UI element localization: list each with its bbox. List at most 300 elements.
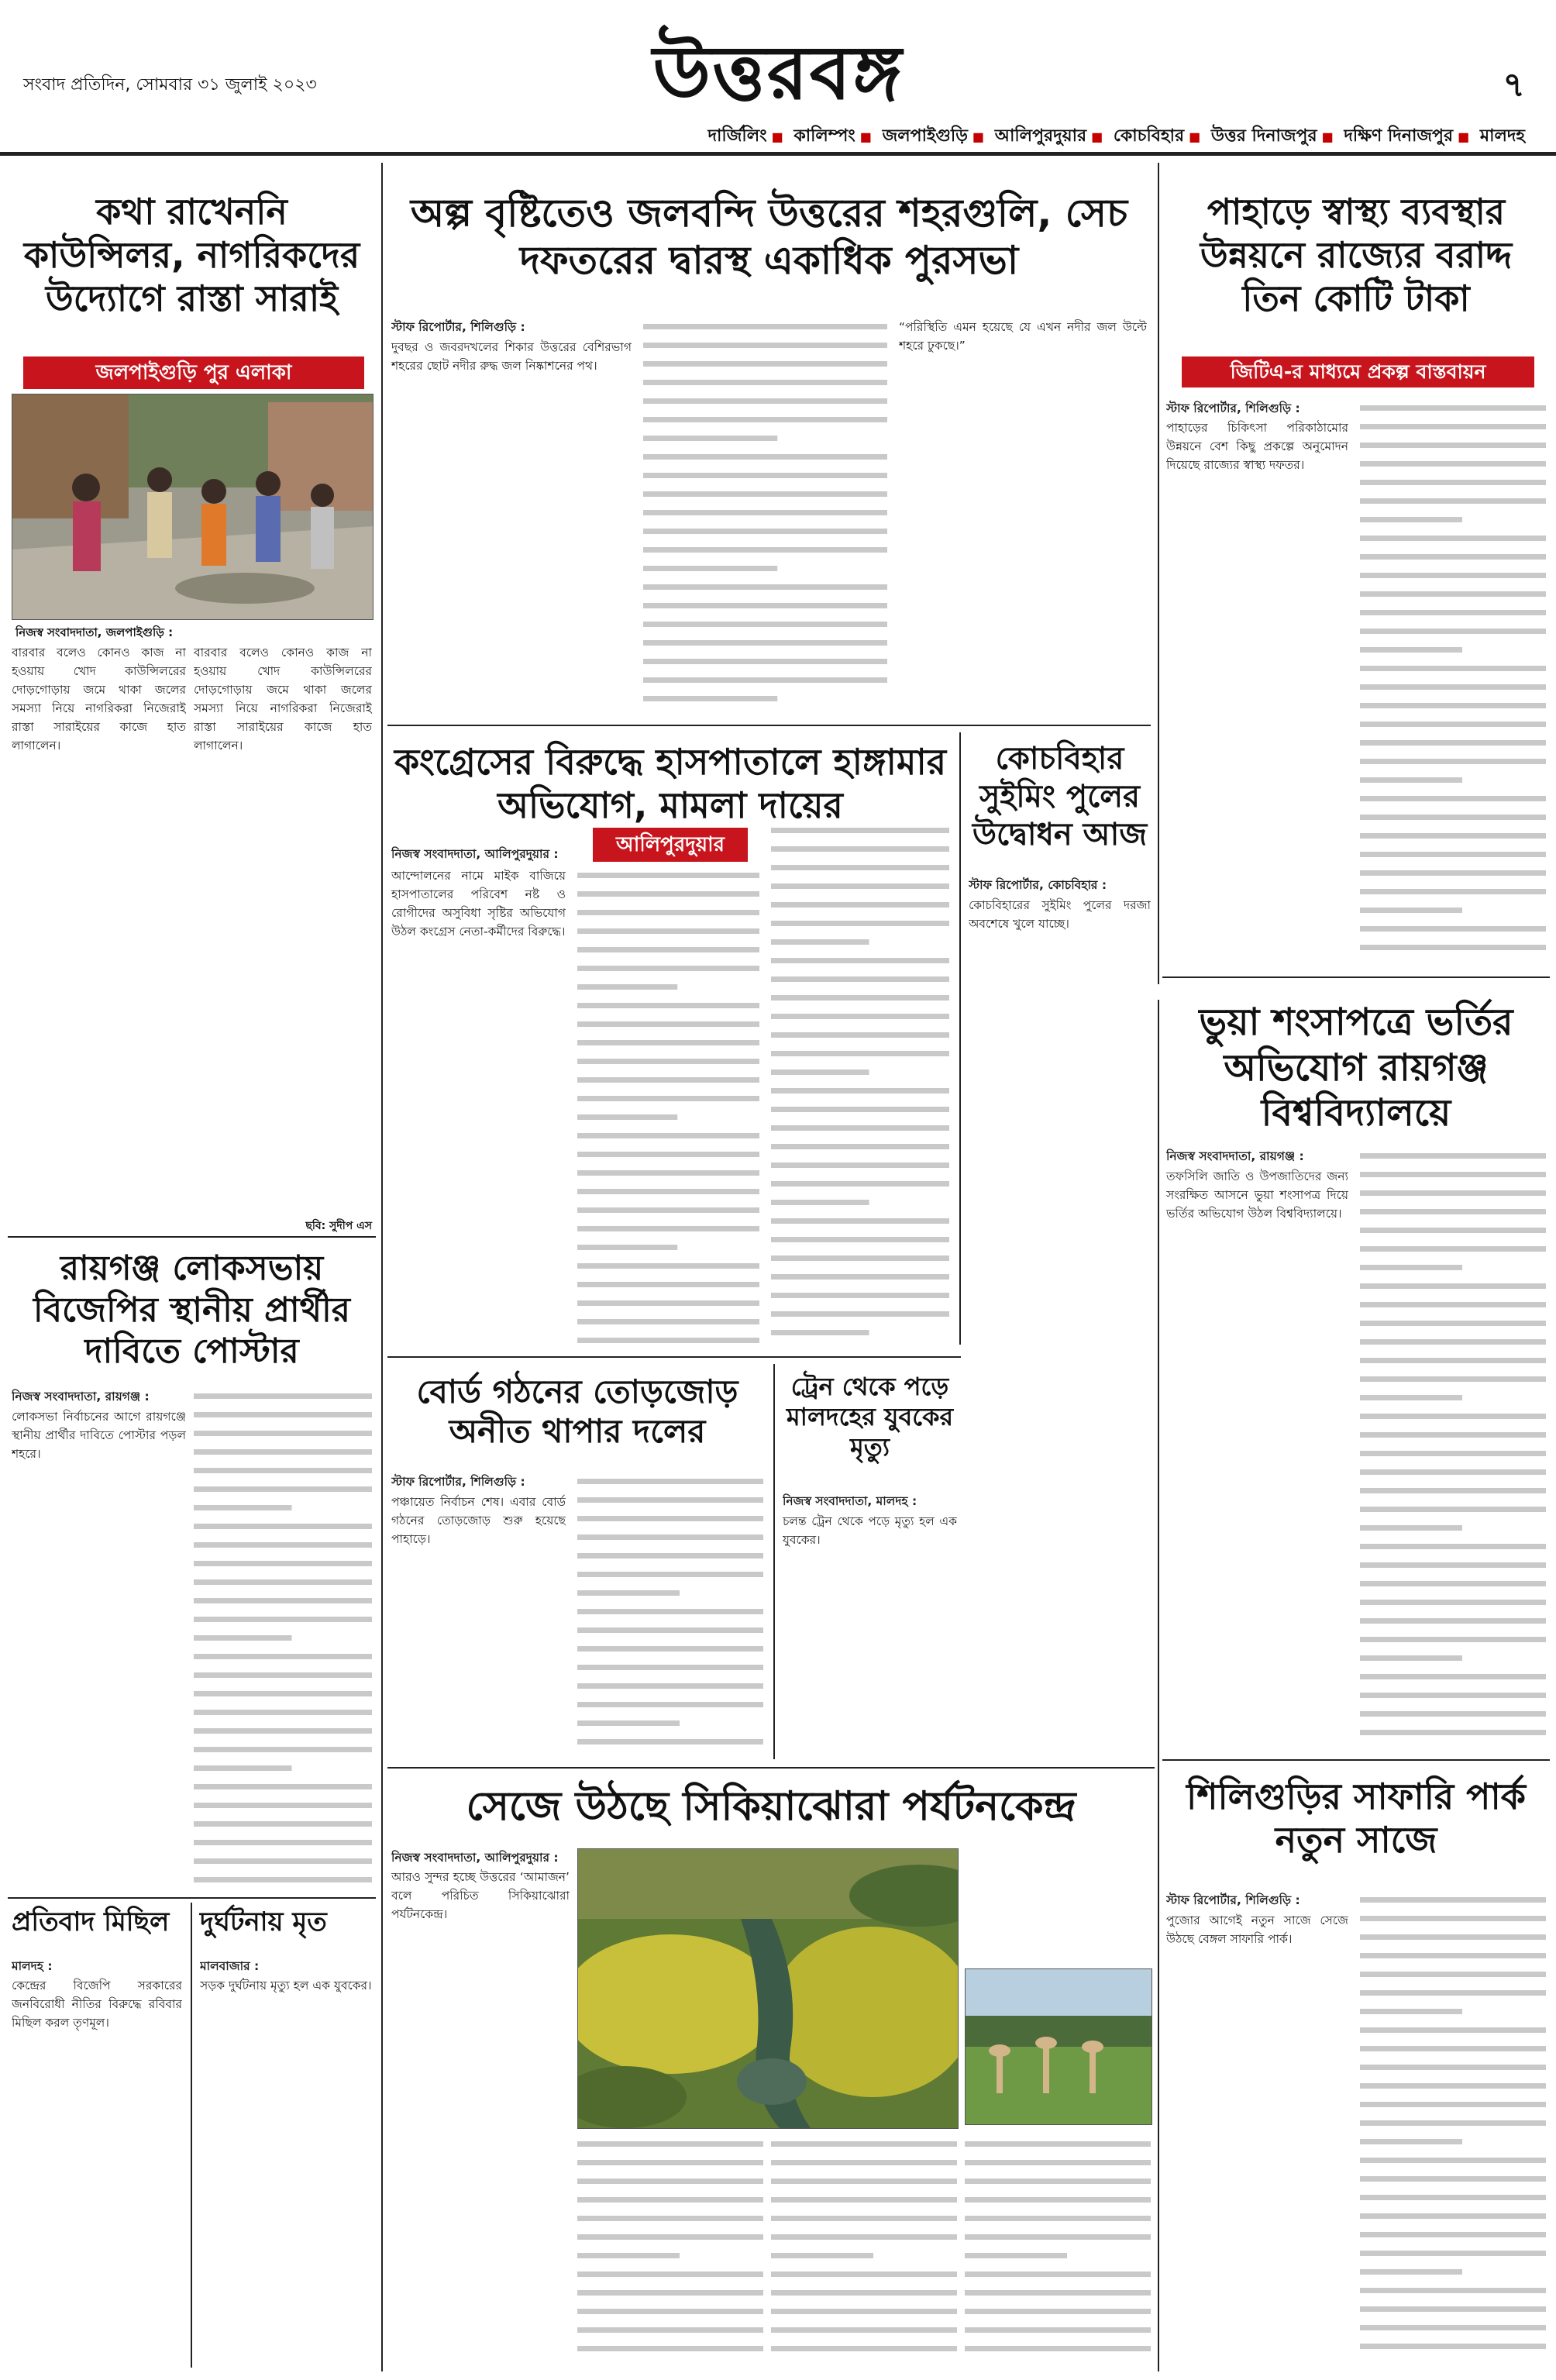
text-line (577, 1665, 763, 1670)
masthead-rule (0, 152, 1556, 156)
text-line (771, 958, 949, 963)
text-line (771, 1162, 949, 1168)
text-line (1360, 1544, 1546, 1549)
text-line (1360, 1246, 1546, 1252)
text-line (577, 1683, 763, 1689)
text-line (643, 361, 887, 367)
text-line (1360, 1897, 1546, 1903)
text-line (643, 380, 887, 385)
body-sikiajhora-col2 (577, 2135, 763, 2364)
sikiajhora-aerial-photo (577, 1848, 959, 2129)
text-line (577, 966, 759, 971)
text-line (771, 1014, 949, 1019)
text-line (1360, 2325, 1546, 2330)
text-line (771, 2327, 957, 2333)
text-line (577, 1040, 759, 1045)
body-safari-park (1166, 1911, 1348, 2365)
text-line (577, 1702, 763, 1707)
text-line (771, 2309, 957, 2314)
body-hospital-case-col3 (771, 821, 949, 1348)
byline-protest-rally: মালদহ : (12, 1959, 53, 1973)
text-line (1360, 759, 1546, 764)
text-line (194, 1803, 372, 1808)
text-line (1360, 740, 1546, 746)
text-line (1360, 1172, 1546, 1177)
text-line (194, 1617, 372, 1622)
body-sikiajhora-col3 (771, 2135, 957, 2364)
column-rule (1158, 163, 1159, 984)
text-line (1360, 1488, 1546, 1493)
text-line (1360, 777, 1462, 783)
text-line (1360, 1600, 1546, 1605)
byline-sikiajhora: নিজস্ব সংবাদদাতা, আলিপুরদুয়ার : (391, 1851, 559, 1865)
text-line (194, 1505, 292, 1510)
separator-icon: ■ (1321, 129, 1334, 144)
text-line (577, 1553, 763, 1559)
separator-icon: ■ (859, 129, 872, 144)
text-line (1360, 1395, 1462, 1400)
body-sikiajhora (391, 1868, 570, 2364)
body-safari-park-col2 (1360, 1891, 1546, 2364)
tag-hospital-case: আলিপুরদুয়ার (593, 828, 748, 862)
text-line (771, 1051, 949, 1056)
text-line (643, 473, 887, 478)
text-line (643, 510, 887, 515)
text-line (771, 846, 949, 852)
text-line (1360, 815, 1546, 820)
lead-train-death: চলন্ত ট্রেন থেকে পড়ে মৃত্যু হল এক যুবকের। (783, 1514, 957, 1547)
lead-hill-health: পাহাড়ের চিকিৎসা পরিকাঠামোর উন্নয়নে বেশ কিছু প্রকল্পে অনুমোদন দিয়েছে রাজ্যের স্বাস্থ্য দফতর। (1166, 421, 1348, 472)
district-item: কালিম্পং (793, 126, 855, 146)
text-line (965, 2160, 1151, 2165)
text-line (643, 343, 887, 348)
headline-hill-health: পাহাড়ে স্বাস্থ্য ব্যবস্থার উন্নয়নে রাজ্যের বরাদ্দ তিন কোটি টাকা (1200, 191, 1513, 320)
text-line (1360, 1934, 1546, 1940)
text-line (771, 1311, 949, 1317)
body-waterlogging-col3 (899, 318, 1147, 705)
text-line (771, 939, 869, 945)
byline-safari-park: স্টাফ রিপোর্টার, শিলিগুড়ি : (1166, 1893, 1300, 1907)
text-line (577, 1590, 680, 1596)
text-line (771, 1237, 949, 1242)
text-line (771, 2216, 957, 2221)
text-line (577, 2141, 763, 2147)
text-line (771, 2160, 957, 2165)
body-road-repair-col2 (194, 643, 372, 1217)
text-line (194, 1431, 372, 1436)
text-line (194, 1821, 372, 1827)
tag-hill-health: জিটিএ-র মাধ্যমে প্রকল্প বাস্তবায়ন (1182, 356, 1534, 387)
text-line (1360, 2009, 1462, 2014)
body-raiganj-poster (12, 1407, 186, 1888)
text-line (1360, 1469, 1546, 1475)
text-line (771, 2253, 873, 2258)
article-rule (8, 1897, 376, 1899)
text-line (965, 2309, 1151, 2314)
text-line (1360, 1674, 1546, 1679)
byline-hospital-case: নিজস্ব সংবাদদাতা, আলিপুরদুয়ার : (391, 847, 559, 861)
byline-hill-health: স্টাফ রিপোর্টার, শিলিগুড়ি : (1166, 401, 1300, 415)
text-lines (771, 2135, 957, 2361)
text-line (577, 2216, 763, 2221)
headline-sikiajhora: সেজে উঠছে সিকিয়াঝোরা পর্যটনকেন্দ্র (466, 1783, 1076, 1830)
text-line (965, 2179, 1151, 2184)
text-line (643, 398, 887, 404)
column-rule (381, 163, 383, 2371)
text-line (194, 1747, 372, 1752)
text-line (965, 2272, 1151, 2277)
headline-train-death: ট্রেন থেকে পড়ে মালদহের যুবকের মৃত্যু (786, 1372, 954, 1462)
text-line (1360, 2269, 1462, 2275)
separator-icon: ■ (771, 129, 783, 144)
text-line (1360, 1953, 1546, 1958)
road-repair-image (12, 394, 373, 619)
separator-icon: ■ (1458, 129, 1470, 144)
text-line (577, 2253, 680, 2258)
lead-waterlogging: দুবছর ও জবরদখলের শিকার উত্তরের বেশিরভাগ শহরের ছোট নদীর রুদ্ধ জল নিষ্কাশনের পথ। (391, 340, 632, 373)
lead-protest-rally: কেন্দ্রের বিজেপি সরকারের জনবিরোধী নীতির বিরুদ্ধে রবিবার মিছিল করল তৃণমূল। (12, 1979, 182, 2030)
byline-raiganj-poster: নিজস্ব সংবাদদাতা, রায়গঞ্জ : (12, 1390, 150, 1404)
text-line (1360, 2306, 1546, 2312)
text-line (194, 1542, 372, 1548)
text-line (1360, 498, 1546, 504)
byline-road-repair: নিজস্ব সংবাদদাতা, জলপাইগুড়ি : (15, 625, 174, 639)
text-line (1360, 2288, 1546, 2293)
text-line (1360, 908, 1462, 913)
column-rule (191, 1903, 192, 2368)
text-line (771, 995, 949, 1001)
text-line (194, 1654, 372, 1659)
text-line (577, 2179, 763, 2184)
text-line (194, 1728, 372, 1734)
text-line (577, 1021, 759, 1027)
text-line (577, 873, 759, 878)
article-rule (8, 1236, 376, 1238)
text-line (1360, 1228, 1546, 1233)
text-line (771, 828, 949, 833)
district-item: কোচবিহার (1113, 126, 1185, 146)
text-line (1360, 666, 1546, 671)
body-road-repair (12, 643, 186, 1217)
text-line (1360, 1507, 1546, 1512)
text-line (965, 2253, 1067, 2258)
body-accident-death (200, 1976, 372, 2364)
body-raiganj-poster-col2 (194, 1387, 372, 1887)
district-item: জলপাইগুড়ি (882, 126, 968, 146)
text-line (643, 491, 887, 497)
text-line (1360, 461, 1546, 467)
text-line (1360, 1283, 1546, 1289)
text-line (194, 1691, 372, 1696)
text-line (194, 1840, 372, 1845)
text-line (194, 1672, 372, 1678)
text-line (1360, 1190, 1546, 1196)
text-line (1360, 2344, 1546, 2349)
text-line (577, 1739, 763, 1745)
text-line (1360, 480, 1546, 485)
text-line (1360, 1376, 1546, 1382)
text-line (643, 584, 887, 590)
text-line (771, 1274, 949, 1280)
body-board-formation (391, 1493, 566, 1756)
text-line (194, 1858, 372, 1864)
text-line (1360, 796, 1546, 801)
text-line (771, 883, 949, 889)
text-line (577, 1534, 763, 1540)
text-line (1360, 2065, 1546, 2070)
text-line (771, 2179, 957, 2184)
text-line (194, 1524, 372, 1529)
text-line (1360, 889, 1546, 894)
text-line (194, 1579, 372, 1585)
text-line (1360, 1972, 1546, 1977)
text-line (577, 2327, 763, 2333)
text-line (194, 1598, 372, 1603)
masthead (0, 0, 1556, 155)
column-rule (1158, 1000, 1159, 2371)
article-rule (387, 1767, 1155, 1769)
headline-waterlogging: অল্প বৃষ্টিতেও জলবন্দি উত্তরের শহরগুলি, সেচ দফতরের দ্বারস্থ একাধিক পুরসভা (410, 191, 1128, 283)
text-line (771, 1125, 949, 1131)
body-board-formation-col2 (577, 1472, 763, 1755)
text-line (771, 1293, 949, 1298)
text-line (771, 1200, 869, 1205)
text-line (643, 529, 887, 534)
text-line (771, 902, 949, 908)
text-lines (577, 2135, 763, 2361)
text-line (1360, 926, 1546, 932)
text-line (1360, 2213, 1546, 2219)
text-line (577, 2234, 763, 2240)
text-line (194, 1710, 372, 1715)
byline-waterlogging: স্টাফ রিপোর্টার, শিলিগুড়ি : (391, 320, 525, 334)
text-line (577, 2197, 763, 2203)
text-line (1360, 405, 1546, 411)
text-line (1360, 2232, 1546, 2237)
headline-swimming-pool: কোচবিহার সুইমিং পুলের উদ্বোধন আজ (972, 741, 1148, 852)
text-line (643, 547, 887, 553)
text-line (577, 1152, 759, 1157)
text-line (771, 1088, 949, 1094)
text-line (577, 984, 677, 990)
page-number: ৭ (1503, 65, 1525, 105)
text-line (1360, 1730, 1546, 1735)
separator-icon: ■ (1091, 129, 1103, 144)
text-line (1360, 1655, 1462, 1661)
text-line (194, 1486, 372, 1492)
text-line (1360, 2046, 1546, 2051)
text-line (1360, 2176, 1546, 2182)
text-line (1360, 554, 1546, 560)
text-line (1360, 1525, 1462, 1531)
text-line (771, 921, 949, 926)
text-line (965, 2141, 1151, 2147)
text-line (771, 1032, 949, 1038)
text-line (577, 1338, 759, 1343)
text-line (1360, 573, 1546, 578)
text-line (1360, 2027, 1546, 2033)
article-rule (1162, 1759, 1550, 1761)
text-line (577, 891, 759, 897)
text-line (1360, 1209, 1546, 1214)
text-line (194, 1765, 292, 1771)
lead-fake-admission: তফসিলি জাতি ও উপজাতিদের জন্য সংরক্ষিত আসনে ভুয়া শংসাপত্র দিয়ে ভর্তির অভিযোগ উঠল বিশ্ববিদ্যালয়ে। (1166, 1169, 1348, 1221)
article-rule (1162, 976, 1550, 978)
text-line (643, 566, 777, 571)
text-line (577, 1720, 680, 1726)
text-line (643, 659, 887, 664)
text-line (771, 865, 949, 870)
text-lines (194, 1387, 372, 1884)
text-line (577, 1189, 759, 1194)
text-line (643, 622, 887, 627)
text-line (1360, 833, 1546, 839)
text-line (771, 2141, 957, 2147)
text-line (577, 1609, 763, 1614)
text-line (577, 1282, 759, 1287)
text-line (771, 1069, 869, 1075)
text-line (194, 1412, 372, 1417)
text-line (771, 1107, 949, 1112)
text-line (643, 436, 777, 441)
text-line (1360, 945, 1546, 950)
text-line (1360, 536, 1546, 541)
text-line (1360, 1265, 1462, 1270)
text-line (1360, 870, 1546, 876)
text-line (1360, 722, 1546, 727)
text-line (577, 1207, 759, 1213)
text-line (1360, 2195, 1546, 2200)
text-line (194, 1468, 372, 1473)
body-sikiajhora-col4 (965, 2135, 1151, 2364)
text-line (1360, 1414, 1546, 1419)
text-line (643, 417, 887, 422)
text-line (965, 2327, 1151, 2333)
text-lines (771, 821, 949, 1345)
lead-road-repair-cont: বারবার বলেও কোনও কাজ না হওয়ায় খোদ কাউন্সিলরের দোড়গোড়ায় জমে থাকা জলের সমস্যা নিয়ে নাগরিকরা নিজেরাই রাস্তা সারাইয়ের কাজে হাত লাগালেন। (194, 646, 372, 753)
text-line (577, 1226, 759, 1231)
text-line (1360, 629, 1546, 634)
headline-hospital-case: কংগ্রেসের বিরুদ্ধে হাসপাতালে হাঙ্গামার অভিযোগ, মামলা দায়ের (394, 741, 947, 827)
text-line (1360, 2158, 1546, 2163)
text-line (194, 1877, 372, 1882)
text-line (194, 1393, 372, 1399)
byline-board-formation: স্টাফ রিপোর্টার, শিলিগুড়ি : (391, 1475, 525, 1489)
section-title: উত্তরবঙ্গ (652, 29, 904, 116)
body-hill-health-col2 (1360, 399, 1546, 961)
text-line (771, 2346, 957, 2351)
text-line (194, 1635, 292, 1641)
headline-fake-admission: ভুয়া শংসাপত্রে ভর্তির অভিযোগ রায়গঞ্জ বিশ্ববিদ্যালয়ে (1199, 1001, 1513, 1135)
body-waterlogging (391, 338, 632, 702)
text-line (1360, 443, 1546, 448)
text-lines (643, 318, 887, 702)
column-rule (959, 732, 961, 1345)
lead-safari-park: পুজোর আগেই নতুন সাজে সেজে উঠছে বেঙ্গল সাফারি পার্ক। (1166, 1913, 1348, 1946)
text-lines (577, 866, 759, 1344)
text-line (965, 2216, 1151, 2221)
text-line (965, 2197, 1151, 2203)
lead-sikiajhora: আরও সুন্দর হচ্ছে উত্তরের ‘আমাজন’ বলে পরিচিত সিকিয়াঝোরা পর্যটনকেন্দ্র। (391, 1870, 570, 1921)
text-line (771, 2290, 957, 2296)
text-line (1360, 2083, 1546, 2089)
text-line (577, 947, 759, 952)
text-line (577, 910, 759, 915)
text-line (577, 1133, 759, 1138)
text-line (577, 1245, 677, 1250)
district-item: আলিপুরদুয়ার (994, 126, 1087, 146)
text-line (1360, 1339, 1546, 1345)
text-line (194, 1449, 372, 1455)
text-line (577, 1516, 763, 1521)
text-line (577, 1077, 759, 1083)
text-line (965, 2290, 1151, 2296)
text-line (771, 1255, 949, 1261)
text-line (1360, 1153, 1546, 1159)
text-line (577, 1572, 763, 1577)
text-line (1360, 647, 1462, 653)
text-line (577, 1300, 759, 1306)
text-line (1360, 2139, 1462, 2144)
text-line (643, 640, 887, 646)
text-lines (1360, 1891, 1546, 2361)
lead-accident-death: সড়ক দুর্ঘটনায় মৃত্যু হল এক যুবকের। (200, 1979, 372, 1993)
text-line (577, 2309, 763, 2314)
text-line (771, 1330, 869, 1335)
body-swimming-pool (969, 896, 1151, 1748)
text-line (577, 928, 759, 934)
text-line (1360, 424, 1546, 429)
text-line (1360, 703, 1546, 708)
text-line (577, 2346, 763, 2351)
text-line (1360, 1432, 1546, 1438)
text-line (1360, 684, 1546, 690)
text-lines (1360, 1147, 1546, 1741)
body-hospital-case-col2 (577, 866, 759, 1347)
text-line (577, 1114, 677, 1120)
headline-safari-park: শিলিগুড়ির সাফারি পার্ক নতুন সাজে (1186, 1776, 1526, 1862)
text-line (577, 1170, 759, 1176)
text-line (1360, 1358, 1546, 1363)
sikiajhora-park-image (966, 1969, 1152, 2124)
lead-swimming-pool: কোচবিহারের সুইমিং পুলের দরজা অবশেষে খুলে যাচ্ছে। (969, 898, 1151, 931)
text-line (1360, 591, 1546, 597)
text-line (577, 1497, 763, 1503)
text-line (577, 1096, 759, 1101)
text-line (643, 696, 777, 701)
text-line (1360, 2102, 1546, 2107)
byline-swimming-pool: স্টাফ রিপোর্টার, কোচবিহার : (969, 878, 1107, 892)
headline-raiganj-poster: রায়গঞ্জ লোকসভায় বিজেপির স্থানীয় প্রার্থীর দাবিতে পোস্টার (33, 1249, 350, 1372)
text-lines (577, 1472, 763, 1752)
separator-icon: ■ (1189, 129, 1201, 144)
lead-raiganj-poster: লোকসভা নির্বাচনের আগে রায়গঞ্জে স্থানীয় প্রার্থীর দাবিতে পোস্টার পড়ল শহরে। (12, 1410, 186, 1461)
lead-board-formation: পঞ্চায়েত নির্বাচন শেষ। এবার বোর্ড গঠনের তোড়জোড় শুরু হয়েছে পাহাড়ে। (391, 1495, 566, 1546)
district-item: মালদহ (1479, 126, 1525, 146)
text-line (771, 976, 949, 982)
district-item: দার্জিলিং (707, 126, 767, 146)
text-line (771, 1144, 949, 1149)
text-line (577, 2272, 763, 2277)
text-line (643, 603, 887, 608)
text-line (577, 1263, 759, 1269)
text-line (643, 454, 887, 460)
district-item: দক্ষিণ দিনাজপুর (1344, 126, 1454, 146)
quote-waterlogging: “পরিস্থিতি এমন হয়েছে যে এখন নদীর জল উল্টে শহরে ঢুকছে।” (899, 320, 1147, 353)
text-line (1360, 1321, 1546, 1326)
text-line (771, 2234, 957, 2240)
district-item: উত্তর দিনাজপুর (1210, 126, 1317, 146)
